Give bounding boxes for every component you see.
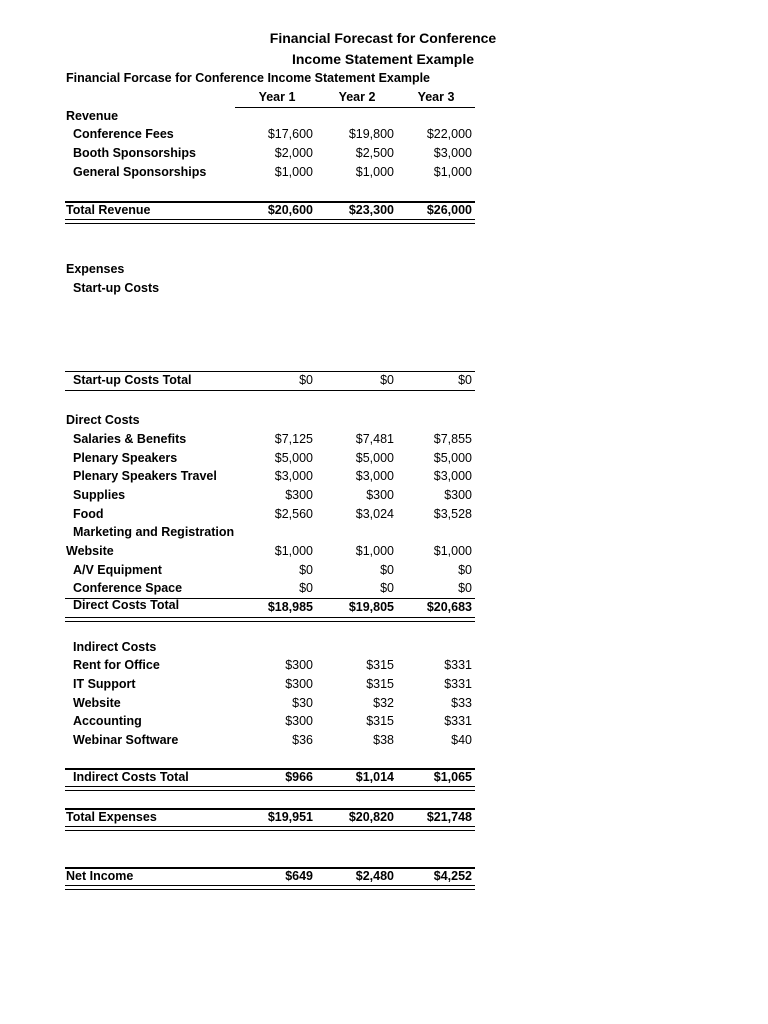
value-year-3: $3,000 [433,146,472,160]
row-label: Booth Sponsorships [73,146,196,160]
value-year-1: $20,600 [267,203,313,217]
value-year-2: $2,480 [355,869,394,883]
value-year-2: $0 [380,581,394,595]
expenses-heading: Expenses [66,262,125,276]
value-year-3: $3,528 [433,507,472,521]
value-year-2: $0 [380,373,394,387]
value-year-2: $315 [366,714,394,728]
value-year-3: $0 [458,563,472,577]
value-year-1: $2,000 [274,146,313,160]
row-label: Total Revenue [66,203,151,217]
indirect-costs-heading: Indirect Costs [73,640,157,654]
value-year-2: $315 [366,658,394,672]
value-year-2: $3,000 [355,469,394,483]
value-year-2: $1,000 [355,544,394,558]
value-year-1: $300 [285,677,313,691]
value-year-3: $1,000 [433,165,472,179]
row-label: Marketing and Registration [73,525,235,539]
value-year-3: $7,855 [433,432,472,446]
value-year-2: $1,000 [355,165,394,179]
value-year-1: $7,125 [274,432,313,446]
direct-total-top-rule [65,598,475,599]
value-year-3: $4,252 [433,869,472,883]
value-year-2: $1,014 [355,770,394,784]
value-year-1: $36 [292,733,313,747]
value-year-1: $300 [285,488,313,502]
value-year-1: $0 [299,581,313,595]
row-label: Start-up Costs Total [73,373,192,387]
document-title: Financial Forecast for Conference [269,30,497,46]
document-subtitle-title: Income Statement Example [291,51,475,67]
value-year-2: $7,481 [355,432,394,446]
value-year-1: $966 [285,770,313,784]
value-year-3: $40 [451,733,472,747]
value-year-3: $3,000 [433,469,472,483]
row-label: Salaries & Benefits [73,432,187,446]
value-year-2: $19,800 [348,127,394,141]
value-year-3: $1,000 [433,544,472,558]
row-label: Conference Fees [73,127,174,141]
value-year-2: $300 [366,488,394,502]
row-label: A/V Equipment [73,563,162,577]
value-year-1: $0 [299,373,313,387]
value-year-2: $0 [380,563,394,577]
row-label: Plenary Speakers [73,451,178,465]
row-label: General Sponsorships [73,165,207,179]
value-year-2: $2,500 [355,146,394,160]
startup-total-top-rule [65,371,475,372]
total-revenue-double-rule [65,219,475,224]
revenue-heading: Revenue [66,109,119,123]
value-year-3: $0 [458,581,472,595]
value-year-3: $26,000 [426,203,472,217]
value-year-3: $1,065 [433,770,472,784]
value-year-3: $22,000 [426,127,472,141]
value-year-3: $0 [458,373,472,387]
value-year-2: $23,300 [348,203,394,217]
year-1-header: Year 1 [258,90,296,104]
value-year-1: $2,560 [274,507,313,521]
value-year-2: $38 [373,733,394,747]
row-label: Net Income [66,869,134,883]
value-year-1: $1,000 [274,165,313,179]
year-2-header: Year 2 [338,90,376,104]
value-year-3: $331 [444,714,472,728]
value-year-1: $0 [299,563,313,577]
value-year-1: $3,000 [274,469,313,483]
value-year-3: $33 [451,696,472,710]
net-income-double-rule [65,885,475,890]
value-year-3: $5,000 [433,451,472,465]
value-year-2: $5,000 [355,451,394,465]
row-label: Accounting [73,714,142,728]
row-label: Indirect Costs Total [73,770,189,784]
startup-costs-heading: Start-up Costs [73,281,160,295]
value-year-3: $331 [444,658,472,672]
value-year-1: $649 [285,869,313,883]
direct-total-year-1: $18,985 [267,600,313,614]
row-label: Website [66,544,114,558]
indirect-total-double-rule [65,786,475,791]
value-year-3: $331 [444,677,472,691]
total-expenses-double-rule [65,826,475,831]
startup-total-bottom-rule [65,390,475,391]
value-year-3: $21,748 [426,810,472,824]
sheet-caption: Financial Forcase for Conference Income Statement Example [66,71,431,85]
value-year-1: $300 [285,658,313,672]
row-label: Food [73,507,104,521]
row-label: Direct Costs Total [73,598,180,612]
value-year-1: $30 [292,696,313,710]
value-year-3: $300 [444,488,472,502]
row-label: Webinar Software [73,733,179,747]
value-year-2: $20,820 [348,810,394,824]
direct-total-year-2: $19,805 [348,600,394,614]
row-label: Supplies [73,488,126,502]
direct-total-year-3: $20,683 [426,600,472,614]
value-year-1: $300 [285,714,313,728]
value-year-2: $32 [373,696,394,710]
row-label: Conference Space [73,581,183,595]
value-year-1: $17,600 [267,127,313,141]
year-3-header: Year 3 [417,90,455,104]
row-label: IT Support [73,677,136,691]
row-label: Plenary Speakers Travel [73,469,217,483]
direct-total-double-rule [65,617,475,622]
row-label: Website [73,696,121,710]
value-year-1: $1,000 [274,544,313,558]
row-label: Total Expenses [66,810,157,824]
value-year-1: $19,951 [267,810,313,824]
value-year-2: $3,024 [355,507,394,521]
value-year-1: $5,000 [274,451,313,465]
direct-costs-heading: Direct Costs [66,413,140,427]
value-year-2: $315 [366,677,394,691]
header-underline [235,107,475,108]
row-label: Rent for Office [73,658,160,672]
